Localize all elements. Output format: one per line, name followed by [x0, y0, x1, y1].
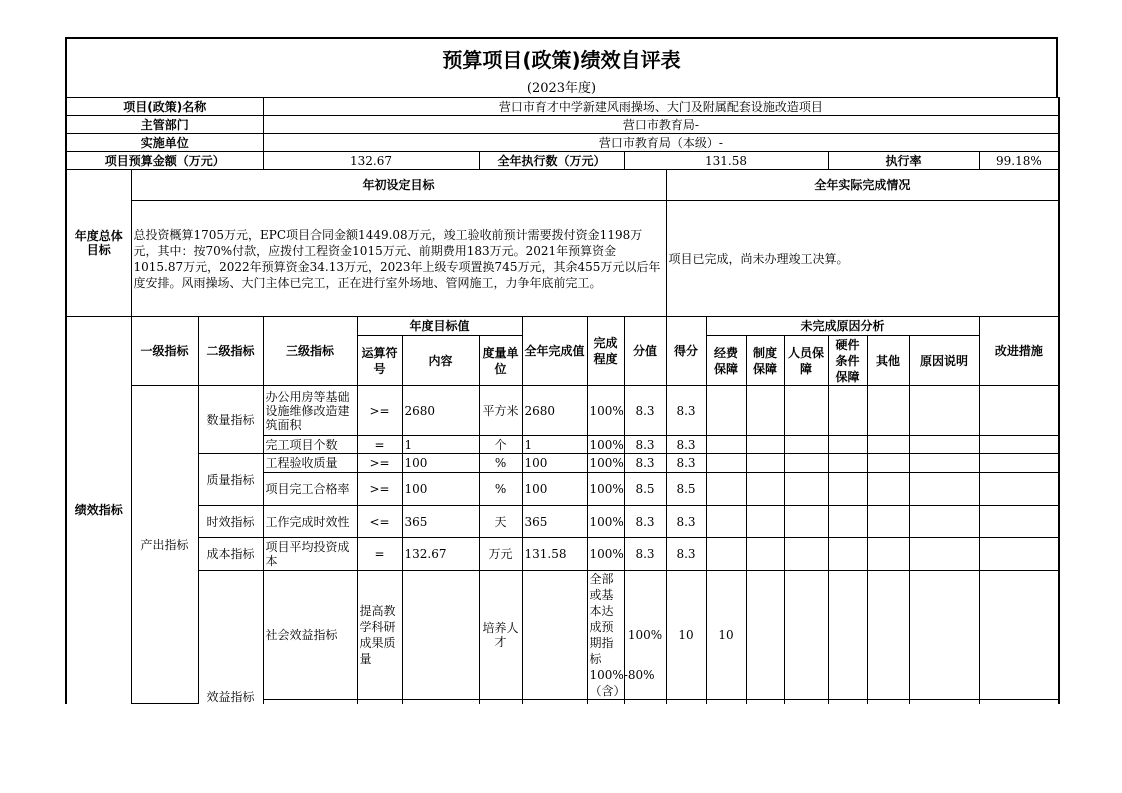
report-year: (2023年度): [526, 81, 597, 96]
empty-cell: [979, 454, 1059, 473]
level3-cell: 项目平均投资成本: [263, 538, 357, 571]
output-label: 产出指标: [131, 386, 198, 704]
dept-value: 营口市教育局-: [263, 116, 1059, 134]
empty-cell: [706, 454, 746, 473]
operator-cell: <=: [357, 506, 402, 538]
unit-cell: [522, 571, 587, 700]
table-row: [66, 454, 1059, 473]
empty-cell: [746, 454, 784, 473]
empty-cell: [909, 386, 979, 436]
empty-cell: [867, 436, 909, 454]
project-name-value: 营口市育才中学新建风雨操场、大门及附属配套设施改造项目: [263, 98, 1059, 116]
empty-cell: [746, 386, 784, 436]
actual-cell: 131.58: [522, 538, 587, 571]
goal-set-text: 总投资概算1705万元，EPC项目合同金额1449.08万元，竣工验收前预计需要拨付资金1198万元，其中：按70%付款，应拨付工程资金1015万元、前期费用183万元。2021年预算资金1015.87万元，2022年预算资金34.13万元，2023年上级专项置换745万元，其余455万元以后年度安排。风雨操场、大门主体已完工，正在进行室外场地、管网施工，力争年底前完工。: [131, 201, 666, 317]
content-cell: 2680: [402, 386, 479, 436]
evaluation-table: [65, 97, 1060, 704]
unit-label: 实施单位: [66, 134, 263, 152]
project-name-label: 项目(政策)名称: [66, 98, 263, 116]
header-unit: 度量单位: [479, 336, 522, 386]
empty-cell: [784, 473, 828, 506]
rate-value: 99.18%: [979, 152, 1059, 170]
empty-cell: [587, 700, 624, 704]
operator-cell: =: [357, 436, 402, 454]
content-cell: 132.67: [402, 538, 479, 571]
empty-cell: [909, 473, 979, 506]
empty-cell: [979, 571, 1059, 700]
level3-cell: 提高教学科研成果质量: [357, 571, 402, 700]
empty-cell: [909, 506, 979, 538]
score-cell: 8.3: [666, 386, 706, 436]
operator-cell: >=: [357, 386, 402, 436]
goal-label: 年度总体目标: [66, 170, 131, 317]
empty-cell: [784, 700, 828, 704]
empty-cell: [909, 571, 979, 700]
score-value-cell: 8.5: [624, 473, 666, 506]
empty-cell: [706, 538, 746, 571]
score-cell: 8.3: [666, 506, 706, 538]
empty-cell: [706, 506, 746, 538]
header-actual: 全年完成值: [522, 317, 587, 386]
actual-cell: 100: [522, 454, 587, 473]
unit-value: 营口市教育局（本级）-: [263, 134, 1059, 152]
empty-cell: [867, 386, 909, 436]
empty-cell: [746, 538, 784, 571]
empty-cell: [828, 436, 867, 454]
score-cell: 8.3: [666, 436, 706, 454]
actual-cell: 全部或基本达成预期指标100%-80%（含）: [587, 571, 624, 700]
header-score-value: 分值: [624, 317, 666, 386]
empty-cell: [979, 436, 1059, 454]
empty-cell: [828, 386, 867, 436]
empty-cell: [706, 436, 746, 454]
empty-cell: [784, 506, 828, 538]
unit-cell: %: [479, 473, 522, 506]
title-area: [65, 37, 1058, 97]
score-value-cell: 8.3: [624, 538, 666, 571]
actual-cell: 100: [522, 473, 587, 506]
empty-cell: [746, 436, 784, 454]
operator-cell: [402, 571, 479, 700]
score-value-cell: 8.3: [624, 506, 666, 538]
empty-cell: [828, 571, 867, 700]
header-reason: 原因说明: [909, 336, 979, 386]
table-row: [66, 571, 1059, 700]
empty-cell: [706, 386, 746, 436]
header-system: 制度保障: [746, 336, 784, 386]
header-personnel: 人员保障: [784, 336, 828, 386]
completion-cell: 100%: [587, 506, 624, 538]
goal-done-text: 项目已完成，尚未办理竣工决算。: [666, 201, 1059, 317]
empty-cell: [784, 436, 828, 454]
goal-done-header: 全年实际完成情况: [666, 170, 1059, 201]
score-cell: 8.3: [666, 538, 706, 571]
level2-cell: 时效指标: [198, 506, 263, 538]
empty-cell: [979, 386, 1059, 436]
header-completion: 完成程度: [587, 317, 624, 386]
unit-cell: 平方米: [479, 386, 522, 436]
header-hardware: 硬件条件保障: [828, 336, 867, 386]
empty-cell: [784, 538, 828, 571]
header-annual-target: 年度目标值: [357, 317, 522, 336]
content-cell: 365: [402, 506, 479, 538]
score-cell: 8.3: [666, 454, 706, 473]
level2-cell: 社会效益指标: [263, 571, 357, 700]
empty-cell: [909, 454, 979, 473]
header-content: 内容: [402, 336, 479, 386]
operator-cell: >=: [357, 454, 402, 473]
budget-label: 项目预算金额（万元）: [66, 152, 263, 170]
level3-cell: 办公用房等基础设施维修改造建筑面积: [263, 386, 357, 436]
empty-cell: [784, 386, 828, 436]
header-level1: 一级指标: [131, 317, 198, 386]
empty-cell: [784, 454, 828, 473]
completion-cell: 100%: [587, 473, 624, 506]
empty-cell: [402, 700, 479, 704]
table-row: [66, 538, 1059, 571]
dept-label: 主管部门: [66, 116, 263, 134]
empty-cell: [867, 473, 909, 506]
level2-cell: 成本指标: [198, 538, 263, 571]
empty-cell: [746, 506, 784, 538]
table-row: [66, 386, 1059, 436]
header-operator: 运算符号: [357, 336, 402, 386]
content-cell: 1: [402, 436, 479, 454]
header-improve: 改进措施: [979, 317, 1059, 386]
empty-cell: [746, 473, 784, 506]
empty-cell: [909, 700, 979, 704]
empty-cell: [666, 700, 706, 704]
rate-label: 执行率: [828, 152, 979, 170]
completion-cell: 100%: [587, 454, 624, 473]
score-value-cell: 8.3: [624, 454, 666, 473]
actual-cell: 365: [522, 506, 587, 538]
header-level3: 三级指标: [263, 317, 357, 386]
completion-cell: 100%: [587, 538, 624, 571]
completion-cell: 100%: [587, 436, 624, 454]
perf-label: 绩效指标: [66, 317, 131, 704]
empty-cell: [624, 700, 666, 704]
empty-cell: [828, 473, 867, 506]
level2-cell: 质量指标: [198, 454, 263, 506]
unit-cell: 个: [479, 436, 522, 454]
empty-cell: [784, 571, 828, 700]
empty-cell: [867, 700, 909, 704]
exec-label: 全年执行数（万元）: [479, 152, 624, 170]
budget-value: 132.67: [263, 152, 479, 170]
benefit-label: 效益指标: [198, 571, 263, 704]
empty-cell: [909, 436, 979, 454]
header-level2: 二级指标: [198, 317, 263, 386]
empty-cell: [828, 538, 867, 571]
empty-cell: [357, 700, 402, 704]
empty-cell: [867, 506, 909, 538]
empty-cell: [979, 506, 1059, 538]
empty-cell: [263, 700, 357, 704]
empty-cell: [979, 700, 1059, 704]
empty-cell: [828, 506, 867, 538]
empty-cell: [909, 538, 979, 571]
empty-cell: [746, 700, 784, 704]
header-unfinished: 未完成原因分析: [706, 317, 979, 336]
unit-cell: %: [479, 454, 522, 473]
empty-cell: [867, 571, 909, 700]
operator-cell: =: [357, 538, 402, 571]
score-value-cell: 8.3: [624, 436, 666, 454]
level3-cell: 工程验收质量: [263, 454, 357, 473]
empty-cell: [828, 454, 867, 473]
header-score: 得分: [666, 317, 706, 386]
actual-cell: 1: [522, 436, 587, 454]
empty-cell: [979, 538, 1059, 571]
empty-cell: [479, 700, 522, 704]
exec-value: 131.58: [624, 152, 828, 170]
score-cell: 10: [706, 571, 746, 700]
level2-cell: 数量指标: [198, 386, 263, 454]
content-cell: 100: [402, 473, 479, 506]
goal-set-header: 年初设定目标: [131, 170, 666, 201]
empty-cell: [746, 571, 784, 700]
level3-cell: 完工项目个数: [263, 436, 357, 454]
completion-cell: 100%: [587, 386, 624, 436]
empty-cell: [522, 700, 587, 704]
empty-cell: [706, 700, 746, 704]
empty-cell: [828, 700, 867, 704]
empty-cell: [867, 454, 909, 473]
completion-cell: 100%: [624, 571, 666, 700]
score-cell: 8.5: [666, 473, 706, 506]
empty-cell: [706, 473, 746, 506]
level3-cell: 工作完成时效性: [263, 506, 357, 538]
empty-cell: [867, 538, 909, 571]
content-cell: 100: [402, 454, 479, 473]
header-other: 其他: [867, 336, 909, 386]
unit-cell: 万元: [479, 538, 522, 571]
header-funding: 经费保障: [706, 336, 746, 386]
operator-cell: >=: [357, 473, 402, 506]
evaluation-sheet: [65, 37, 1058, 704]
page-title: 预算项目(政策)绩效自评表: [442, 48, 681, 72]
level3-cell: 项目完工合格率: [263, 473, 357, 506]
score-value-cell: 8.3: [624, 386, 666, 436]
empty-cell: [979, 473, 1059, 506]
content-cell: 培养人才: [479, 571, 522, 700]
actual-cell: 2680: [522, 386, 587, 436]
table-row: [66, 506, 1059, 538]
unit-cell: 天: [479, 506, 522, 538]
score-value-cell: 10: [666, 571, 706, 700]
